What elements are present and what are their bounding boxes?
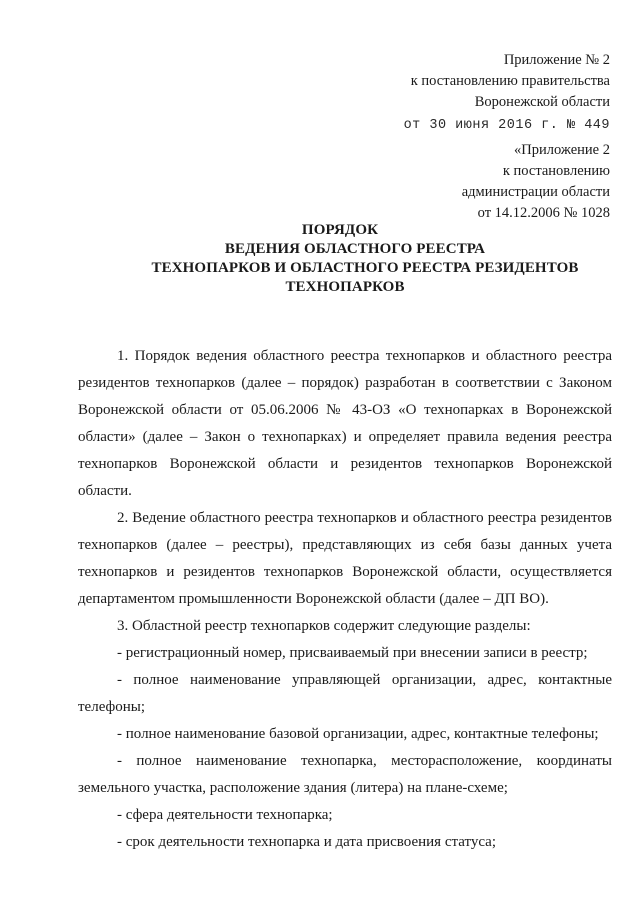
previous-appendix-number: «Приложение 2 bbox=[514, 142, 610, 158]
text-line: 1. Порядок ведения областного реестра технопарков и областного реестра bbox=[117, 348, 612, 364]
text-line: - полное наименование управляющей организации, адрес, контактные bbox=[117, 672, 612, 688]
appendix-date-stamp: от 30 июня 2016 г. № 449 bbox=[403, 118, 610, 133]
text-line: области. bbox=[78, 483, 132, 499]
appendix-resolution: к постановлению правительства bbox=[410, 73, 610, 89]
paragraph-5 bbox=[78, 667, 612, 721]
previous-appendix-authority: администрации области bbox=[461, 184, 610, 200]
text-line: технопарков Воронежской области и резидентов технопарков Воронежской bbox=[78, 456, 612, 472]
title-line-3: ТЕХНОПАРКОВ И ОБЛАСТНОГО РЕЕСТРА РЕЗИДЕНТОВ bbox=[151, 260, 579, 276]
appendix-header bbox=[404, 50, 610, 136]
text-line: 2. Ведение областного реестра технопарков и областного реестра резидентов bbox=[117, 510, 612, 526]
appendix-region: Воронежской области bbox=[474, 94, 610, 110]
text-line: технопарков и резидентов технопарков Воронежской области, осуществляется bbox=[78, 564, 612, 580]
text-line: телефоны; bbox=[78, 699, 146, 715]
previous-appendix-date: от 14.12.2006 № 1028 bbox=[477, 205, 610, 221]
previous-appendix-resolution: к постановлению bbox=[502, 163, 610, 179]
text-line: Воронежской области от 05.06.2006 № 43-ОЗ «О технопарках в Воронежской bbox=[78, 402, 612, 418]
title-line-4: ТЕХНОПАРКОВ bbox=[285, 279, 405, 295]
title-line-1: ПОРЯДОК bbox=[301, 222, 379, 238]
title-line-2: ВЕДЕНИЯ ОБЛАСТНОГО РЕЕСТРА bbox=[224, 241, 486, 257]
text-line: - полное наименование технопарка, месторасположение, координаты bbox=[117, 753, 612, 769]
paragraph-7 bbox=[78, 748, 612, 802]
paragraph-4 bbox=[78, 640, 612, 667]
text-line: земельного участка, расположение здания (литера) на плане-схеме; bbox=[78, 780, 508, 796]
paragraph-2 bbox=[78, 505, 612, 613]
appendix-number: Приложение № 2 bbox=[503, 52, 610, 68]
paragraph-1 bbox=[78, 343, 612, 505]
previous-appendix-header bbox=[462, 140, 610, 224]
paragraph-6 bbox=[78, 721, 612, 748]
text-line: резидентов технопарков (далее – порядок) разработан в соответствии с Законом bbox=[78, 375, 612, 391]
text-line: департаментом промышленности Воронежской области (далее – ДП ВО). bbox=[78, 591, 549, 607]
text-line: технопарков (далее – реестры), представляющих из себя базы данных учета bbox=[78, 537, 612, 553]
text-line: - срок деятельности технопарка и дата присвоения статуса; bbox=[117, 834, 497, 850]
text-line: - сфера деятельности технопарка; bbox=[117, 807, 333, 823]
text-line: - полное наименование базовой организации, адрес, контактные телефоны; bbox=[117, 726, 599, 742]
text-line: 3. Областной реестр технопарков содержит следующие разделы: bbox=[117, 618, 531, 634]
paragraph-9 bbox=[78, 829, 612, 856]
document-title bbox=[100, 221, 630, 297]
paragraph-3 bbox=[78, 613, 612, 640]
text-line: области» (далее – Закон о технопарках) и определяет правила ведения реестра bbox=[78, 429, 612, 445]
text-line: - регистрационный номер, присваиваемый при внесении записи в реестр; bbox=[117, 645, 588, 661]
paragraph-8 bbox=[78, 802, 612, 829]
document-body bbox=[78, 343, 612, 856]
